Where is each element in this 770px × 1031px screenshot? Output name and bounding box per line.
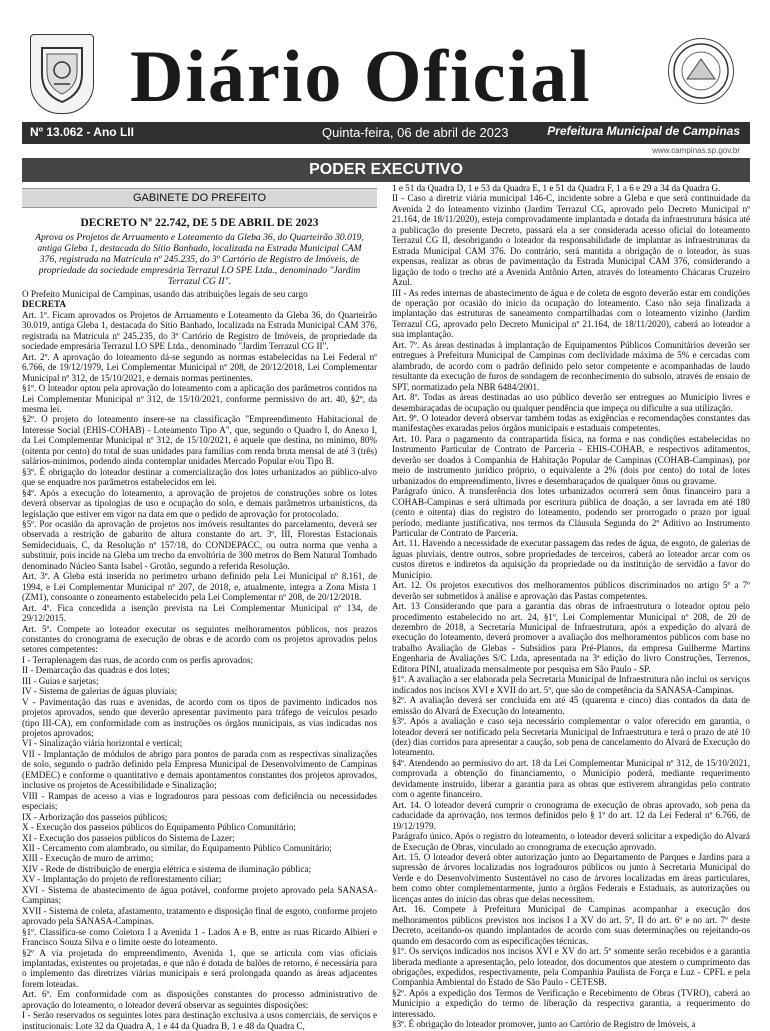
crest-shield-icon	[39, 44, 85, 104]
decree-paragraph: X - Execução dos passeios públicos do Equipamento Público Comunitário;	[22, 822, 296, 833]
decree-paragraph: XII - Cercamento com alambrado, ou similar, do Equipamento Público Comunitário;	[22, 843, 332, 854]
decree-summary: Aprova os Projetos de Arruamento e Loteamento da Gleba 36, do Quarteirão 30.019, antiga Gleba 1, destacada do Sítio Banhado, localizada na Estrada Municipal CAM 376, registrada na Matrícula nº 245.235, do 3º Cartório de Registro de Imóveis, de propriedade da sociedade empresária Terrazul LO SPE Ltda., denominado "Jardim Terrazul CG II".	[35, 232, 364, 287]
prefeitura-name: Prefeitura Municipal de Campinas	[547, 124, 740, 138]
gabinete-header: GABINETE DO PREFEITO	[22, 188, 377, 208]
decree-paragraph: XIII - Execução de muro de arrimo;	[22, 853, 154, 864]
campinas-crest-icon	[30, 34, 94, 114]
decree-paragraph: II - Caso a diretriz viária municipal 146-C, incidente sobre a Gleba e que será continuidade da Avenida 2 do loteamento vizinho (Jardim Terrazul CG, aprovado pelo Decreto Municipal nº 21.164, de 18/11/2020), esteja comprovadamente implantada e dotada da infraestrutura básica até a publicação do presente Decreto, passará ela a ser considerada acesso oficial do loteamento Terrazul CG II, desobrigando o loteador da responsabilidade de implantar as infraestruturas da Estrada Municipal CAM 376. Do contrário, será mantida a obrigação de o loteador, às suas expensas, realizar as obras de pavimentação da Estrada Municipal CAM 376, considerando a ligação de todo o trecho até a Avenida Antônio Arten, através do loteamento Chácaras Cruzeiro Azul.	[392, 193, 750, 288]
decree-paragraph: Parágrafo único. Após o registro do loteamento, o loteador deverá solicitar a expedição do Alvará de Execução de Obras, vinculado ao cronograma de execução aprovado.	[392, 831, 750, 852]
decree-paragraph: XIV - Rede de distribuição de energia elétrica e sistema de iluminação pública;	[22, 863, 312, 874]
issue-number: Nº 13.062 - Ano LII	[30, 125, 134, 139]
masthead	[0, 0, 770, 160]
decree-paragraph: Art. 15. O loteador deverá obter autorização junto ao Departamento de Parques e Jardins para a supressão de árvores localizadas nos logradouros públicos ou junto à Secretaria Municipal do Verde e do Desenvolvimento Sustentável no caso de árvores localizadas em áreas particulares, bem como obter complementarmente, junto a órgãos Federais e Estaduais, as autorizações ou licenças antes do início das obras que delas necessitem.	[392, 852, 750, 904]
decree-paragraph: §1º. A avaliação a ser elaborada pela Secretaria Municipal de Infraestrutura não inclui os serviços indicados nos incisos XVI e XVII do art. 5º, que são de competência da SANASA-Campinas.	[392, 674, 750, 695]
decree-paragraph: IV - Sistema de galerias de águas pluviais;	[22, 686, 178, 697]
decree-title: DECRETO Nº 22.742, DE 5 DE ABRIL DE 2023	[80, 217, 319, 229]
decree-paragraph: O Prefeito Municipal de Campinas, usando das atribuições legais de seu cargo	[22, 289, 308, 299]
decree-paragraph: §3º. Após a avaliação e caso seja necessário complementar o valor oferecido em garantia, o loteador deverá ser notificado pela Secretaria Municipal de Infraestrutura e terá o prazo de até 10 (dez) dias corridos para apresentar a caução, sob pena de cancelamento do Alvará de Execução do loteamento.	[392, 716, 750, 758]
decree-paragraph: §5º. Por ocasião da aprovação de projetos nos imóveis resultantes do parcelamento, deverá ser observada a restrição de gabarito de altura constante do art. 3º, III, Florestas Estacionais Semideciduais, C, da Resolução nº 157/18, do CONDEPACC, ou outra norma que venha a substituir, pois incide na Gleba um trecho da envoltória de 300 metros do Bem Natural Tombado denominado Núcleo Santa Isabel - Grotão, segundo a referida Resolução.	[22, 518, 377, 571]
issue-date: Quinta-feira, 06 de abril de 2023	[322, 125, 509, 140]
decree-paragraph: XV - Implantação do projeto de reflorestamento ciliar;	[22, 874, 222, 885]
decree-paragraph: Art. 12. Os projetos executivos dos melhoramentos públicos discriminados no artigo 5º a 7º deverão ser submetidos à análise e aprovação das Pastas competentes.	[392, 580, 750, 601]
right-column	[392, 183, 750, 1030]
decree-paragraph: Art. 11. Havendo a necessidade de executar passagem das redes de água, de esgoto, de galerias de águas pluviais, dentre outros, sobre propriedades de terceiros, caberá ao loteador arcar com os custos diretos e indiretos da aquisição da propriedade ou da instituição de servidão a favor do Município.	[392, 538, 750, 580]
decree-paragraph: Art. 2º. A aprovação do loteamento dá-se segundo as normas estabelecidas na Lei Federal nº 6.766, de 19/12/1979, Lei Complementar Municipal nº 208, de 20/12/2018, Lei Complementar Municipal nº 312, de 15/10/2021, e demais normas pertinentes.	[22, 351, 377, 383]
decree-paragraph: XVII - Sistema de coleta, afastamento, tratamento e disposição final de esgoto, conforme projeto aprovado pela SANASA-Campinas.	[22, 905, 377, 927]
decree-paragraph: Art. 1º. Ficam aprovados os Projetos de Arruamento e Loteamento da Gleba 36, do Quarteirão 30.019, antiga Gleba 1, destacada do Sítio Banhado, localizada na Estrada Municipal CAM 376, registrada na Matrícula nº 245.235, do 3º Cartório de Registro de Imóveis, de propriedade da sociedade empresária Terrazul LO SPE Ltda., denominado "Jardim Terrazul CG II".	[22, 309, 377, 352]
decree-paragraph: Parágrafo único. A transferência dos lotes urbanizados ocorrerá sem ônus financeiro para a COHAB-Campinas e será ultimada por escritura pública de doação, a ser lavrada em até 180 (cento e oitenta) dias do registro do loteamento, podendo ser prorrogado o prazo por igual período, mediante justificativa, nos termos da Cláusula Segunda do 2º Aditivo ao Instrumento Particular de Contrato de Parceria.	[392, 486, 750, 538]
decree-paragraph: XVI - Sistema de abastecimento de água potável, conforme projeto aprovado pela SANASA-Campinas;	[22, 884, 377, 906]
seal-graphic-icon	[671, 41, 731, 101]
decree-paragraph: §3º. É obrigação do loteador destinar a comercialização dos lotes urbanizados ao público-alvo que se enquadre nos parâmetros estabelecidos em lei.	[22, 466, 377, 488]
decree-paragraph: §2º. Após a expedição dos Termos de Verificação e Recebimento de Obras (TVRO), caberá ao Município a expedição do termo de liberação da respectiva garantia, a requerimento do interessado.	[392, 987, 750, 1019]
decree-paragraph: Art. 4º. Fica concedida a isenção prevista na Lei Complementar Municipal nº 134, de 29/12/2015.	[22, 602, 377, 624]
decree-paragraph: V - Pavimentação das ruas e avenidas, de acordo com os tipos de pavimento indicados nos projetos aprovados, sendo que deverão apresentar pavimento para tráfego de veículos pesado (tipo III-CA), em conformidade com as instruções os órgãos municipais, as vias indicadas nos projetos aprovados;	[22, 696, 377, 739]
website-link[interactable]: www.campinas.sp.gov.br	[652, 146, 740, 155]
decree-paragraph: I - Terraplenagem das ruas, de acordo com os perfis aprovados;	[22, 654, 254, 665]
decree-paragraph: §2º. A avaliação deverá ser concluída em até 45 (quarenta e cinco) dias contados da data de emissão do Alvará de Execução do loteamento.	[392, 695, 750, 716]
decree-paragraph: 1 e 51 da Quadra D, 1 e 53 da Quadra E, 1 e 51 da Quadra F, 1 a 6 e 29 a 34 da Quadra G.	[392, 183, 721, 193]
left-column-body	[22, 289, 377, 1031]
decree-paragraph: §2º. O projeto do loteamento insere-se na classificação "Empreendimento Habitacional de Interesse Social (EHIS-COHAB) - Loteamento Tipo A", que, segundo o Quadro I, do Anexo I, da Lei Complementar Municipal nº 312, de 15/10/2021, é aquele que destina, no mínimo, 80% (oitenta por cento) do total de suas unidades para famílias com renda bruta mensal de até 3 (três) salários-mínimos, podendo ainda contemplar unidades Mercado Popular e/ou Tipo B.	[22, 414, 377, 467]
decree-paragraph: I - Serão reservados os seguintes lotes para destinação exclusiva a usos comerciais, de serviços e institucionais: Lote 32 da Quadra A, 1 e 44 da Quadra B, 1 e 48 da Quadra C,	[22, 1010, 377, 1031]
decree-paragraph: II - Demarcação das quadras e dos lotes;	[22, 665, 170, 676]
decree-paragraph: Art. 14. O loteador deverá cumprir o cronograma de execução de obras aprovado, sob pena da caducidade da aprovação, nos termos definidos pelo § 1º do art. 12 da Lei Federal nº 6.766, de 19/12/1979.	[392, 799, 750, 831]
decree-paragraph: VI - Sinalização viária horizontal e vertical;	[22, 738, 183, 749]
decree-paragraph: XI - Execução dos passeios públicos do Sistema de Lazer;	[22, 832, 235, 843]
decree-paragraph: VIII - Rampas de acesso a vias e logradouros para pessoas com deficiência ou necessidades especiais;	[22, 790, 377, 812]
decree-paragraph: III - Guias e sarjetas;	[22, 675, 99, 686]
decree-paragraph: Art. 5º. Compete ao loteador executar os seguintes melhoramentos públicos, nos prazos constantes do cronograma de execução de obras e de acordo com os projetos aprovados pelos setores competentes:	[22, 623, 377, 655]
decree-paragraph: §1º. O loteador optou pela aprovação do loteamento com a aplicação dos parâmetros contidos na Lei Complementar Municipal nº 312, de 15/10/2021, conforme permissivo do art. 40, §2º, da mesma lei.	[22, 383, 377, 414]
decree-paragraph: Art. 10. Para o pagamento da contrapartida física, na forma e nas condições estabelecidas no Instrumento Particular de Contrato de Parceria - EHIS-COHAB, e respectivos aditamentos, deverão ser doados à Companhia de Habitação Popular de Campinas (COHAB-Campinas), por meio de instrumento jurídico próprio, o equivalente a 2% (dois por cento) do total de lotes urbanizados do empreendimento, livres e desembaraçados de qualquer ônus ou gravame.	[392, 433, 750, 486]
newspaper-title: Diário Oficial	[130, 36, 592, 118]
section-title: PODER EXECUTIVO	[22, 158, 750, 182]
info-bar	[22, 122, 750, 144]
decree-paragraph: Art. 16. Compete à Prefeitura Municipal de Campinas acompanhar a execução dos melhoramentos públicos previstos nos incisos I a XV do art. 5º, II do art. 6º e no art. 7º deste Decreto, aceitando-os quando implantados de acordo com suas determinações ou rejeitando-os quando em desacordo com as especificações técnicas.	[392, 904, 750, 946]
decree-paragraph: §2º A via projetada do empreendimento, Avenida 1, que se articula com vias oficiais implantadas, existentes ou projetadas, e que não é dotada de balões de retorno, é necessária para o implemento das diretrizes viárias municipais e será prolongada quando as áreas adjacentes forem loteadas.	[22, 947, 377, 989]
decree-paragraph: Art. 9º. O loteador deverá observar também todas as exigências e recomendações constantes das manifestações exaradas pelos órgãos municipais e estaduais competentes.	[392, 412, 750, 434]
decree-paragraph: DECRETA	[22, 299, 66, 310]
decree-paragraph: Art. 6º. Em conformidade com as disposições constantes do processo administrativo de aprovação do loteamento, o loteador deverá observar as seguintes disposições:	[22, 989, 377, 1010]
decree-paragraph: §1º. Os serviços indicados nos incisos XVI e XV do art. 5º somente serão recebidos e a garantia liberada mediante a apresentação, pelo loteador, dos documentos que atestem o cumprimento das obrigações, expedidos, respectivamente, pela Companhia Paulista de Força e Luz - CPFL e pela Companhia Ambiental do Estado de São Paulo - CETESB.	[392, 946, 750, 988]
decree-paragraph: §3º. É obrigação do loteador promover, junto ao Cartório de Registro de Imóveis, a	[392, 1019, 696, 1030]
decree-paragraph: IX - Arborização dos passeios públicos;	[22, 811, 168, 822]
decree-paragraph: III - As redes internas de abastecimento de água e de coleta de esgoto deverão estar em condições de operação por ocasião do início da ocupação do loteamento. Caso não seja finalizada a implantação das estruturas de saneamento compartilhadas com o loteamento vizinho (Jardim Terrazul CG, aprovado pelo Decreto Municipal nº 21.164, de 18/11/2020), caberá ao loteador a sua implantação.	[392, 287, 750, 340]
decree-paragraph: Art. 3º. A Gleba está inserida no perímetro urbano definido pela Lei Municipal nº 8.161, de 1994, e Lei Complementar Municipal nº 207, de 2018, e, atualmente, integra a Zona Mista 1 (ZM1), consoante o zoneamento estabelecido pela Lei Complementar nº 208, de 20/12/2018.	[22, 571, 377, 603]
decree-paragraph: §4º. Atendendo ao permissivo do art. 18 da Lei Complementar Municipal nº 312, de 15/10/2021, comprovada a obtenção do financiamento, o Município poderá, mediante requerimento devidamente instruído, liberar a garantia para as obras que estiverem abrangidas pelo contrato com o agente financeiro.	[392, 757, 750, 800]
decree-paragraph: §4º. Após a execução do loteamento, a aprovação de projetos de construções sobre os lotes deverá observar as tipologias de uso e ocupação do solo, e demais parâmetros urbanísticos, da legislação que estiver em vigor na data em que o pedido de aprovação for protocolado.	[22, 487, 377, 519]
diario-seal-icon	[668, 38, 734, 104]
decree-paragraph: Art. 8º. Todas as áreas destinadas ao uso público deverão ser entregues ao Município livres e desembaraçadas de ocupação ou qualquer pendência que impeça ou dificulte a sua utilização.	[392, 392, 750, 413]
decree-paragraph: Art. 13 Considerando que para a garantia das obras de infraestrutura o loteador optou pelo procedimento estabelecido no art. 24, §1º, Lei Complementar Municipal nº 208, de 20 de dezembro de 2018, a Secretaria Municipal de Infraestrutura, após a expedição do alvará de execução do loteamento, deverá promover a avaliação dos melhoramentos públicos com base no trabalho Avaliação de Glebas - Subsídios para Pré-Planos, da empresa Guilherme Martins Engenharia de Avaliações S/C Ltda, apresentada na 3ª edição do livro Construções, Terrenos, Editora PINI, atualizada mensalmente por pesquisa em São Paulo - SP.	[392, 601, 750, 674]
decree-paragraph: Art. 7º. As áreas destinadas à implantação de Equipamentos Públicos Comunitários deverão ser entregues à Prefeitura Municipal de Campinas com declividade máxima de 5% e cercadas com alambrado, de acordo com o padrão definido pelo setor competente e acompanhadas de laudo resultante da execução de furos de sondagem de reconhecimento do subsolo, através de ensaio de SPT, normatizado pela NBR 6484/2001.	[392, 339, 750, 392]
left-column	[22, 188, 377, 1031]
right-column-body	[392, 183, 750, 1030]
decree-paragraph: §1º. Classifica-se como Coletora I a Avenida 1 - Lados A e B, entre as ruas Ricardo Albieri e Francisco Souza Silva e o limite oeste do loteamento.	[22, 926, 377, 948]
decree-paragraph: VII - Implantação de módulos de abrigo para pontos de parada com as respectivas sinalizações de solo, segundo o padrão definido pela Empresa Municipal de Desenvolvimento de Campinas (EMDEC) e conforme o quantitativo e demais apontamentos constantes dos projetos aprovados, inclusive os projetos de Acessibilidade e Sinalização;	[22, 748, 377, 791]
